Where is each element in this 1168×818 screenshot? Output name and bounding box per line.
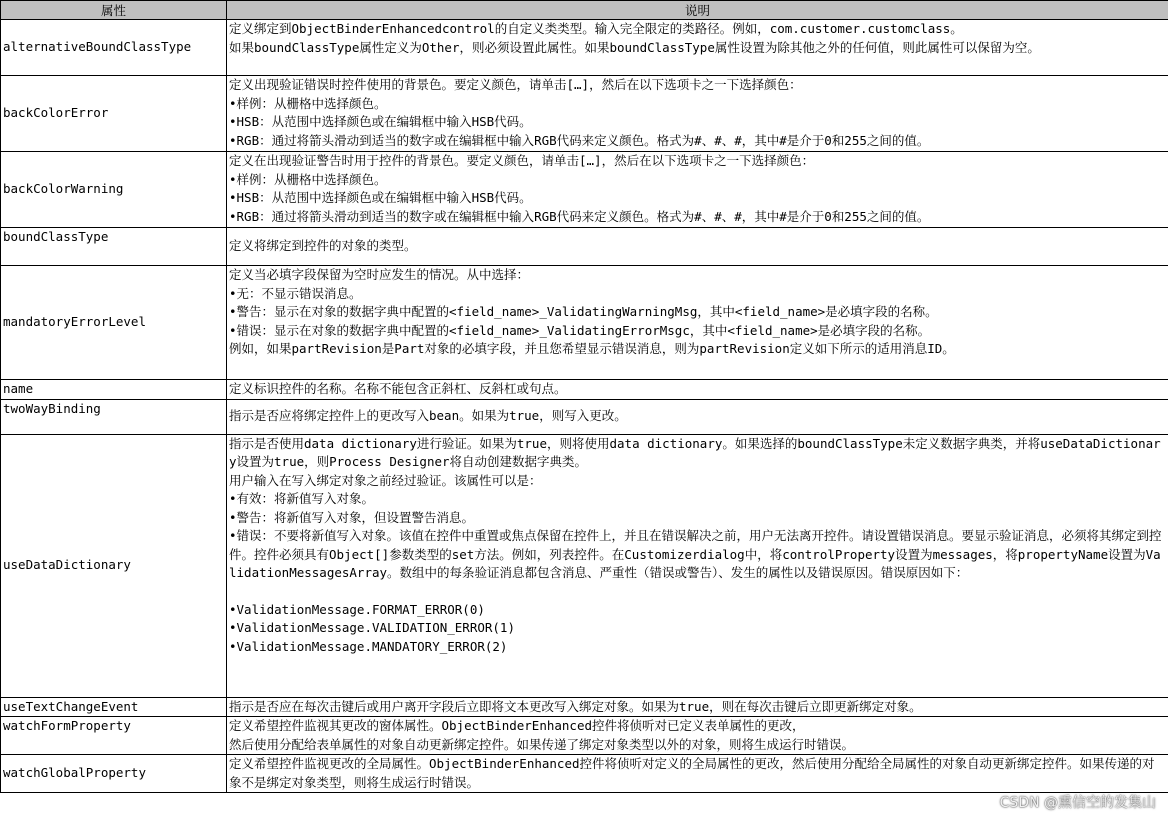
description-line: •HSB：从范围中选择颜色或在编辑框中输入HSB代码。 [229,190,532,205]
description-line: •有效：将新值写入对象。 [229,491,375,506]
property-name: backColorError [1,76,227,152]
table-row [1,399,1168,434]
description-line [229,583,1166,601]
property-description [227,228,1168,266]
description-line: 定义将绑定到控件的对象的类型。 [229,238,417,254]
description-line: •ValidationMessage.VALIDATION_ERROR(1) [229,620,515,635]
table-row [1,20,1168,76]
table-row [1,266,1168,380]
description-line: •无：不显示错误消息。 [229,285,362,301]
property-name: watchFormProperty [1,717,227,755]
property-description [227,697,1168,717]
description-line: •错误：显示在对象的数据字典中配置的<field_name>_ValidatingErrorMsgc，其中<field_name>是必填字段的名称。 [229,322,931,338]
table-row [1,228,1168,266]
description-line: •样例：从栅格中选择颜色。 [229,95,387,111]
table-row [1,717,1168,755]
property-name: watchGlobalProperty [1,755,227,793]
description-line: 定义在出现验证警告时用于控件的背景色。要定义颜色，请单击[…]，然后在以下选项卡之一下选择颜色： [229,153,815,168]
header-row [1,1,1168,20]
property-name: name [1,380,227,400]
description-line: •ValidationMessage.FORMAT_ERROR(0) [229,601,485,617]
property-description [227,266,1168,380]
description-line: •HSB：从范围中选择颜色或在编辑框中输入HSB代码。 [229,114,532,129]
property-description [227,434,1168,697]
property-name: useDataDictionary [1,434,227,697]
property-name: backColorWarning [1,152,227,228]
description-line: 指示是否应将绑定控件上的更改写入bean。如果为true，则写入更改。 [229,408,627,424]
property-name: mandatoryErrorLevel [1,266,227,380]
header-description: 说明 [227,1,1168,20]
description-line: 指示是否使用data dictionary进行验证。如果为true，则将使用data dictionary。如果选择的boundClassType未定义数据字典类，并将useDataDictionary设置为true，则Process Designer将自动创建数据字典类。 [229,435,1161,469]
table-row [1,76,1168,152]
description-line: 指示是否应在每次击键后或用户离开字段后立即将文本更改写入绑定对象。如果为true，则在每次击键后立即更新绑定对象。 [229,698,922,714]
watermark: CSDN @熏信空的发集山 [999,795,1156,811]
description-line: 定义绑定到ObjectBinderEnhancedcontrol的自定义类类型。输入完全限定的类路径。例如，com.customer.customclass。 [229,21,963,36]
description-line: 定义希望控件监视其更改的窗体属性。ObjectBinderEnhanced控件将侦听对已定义表单属性的更改， [229,718,805,733]
description-line: •警告：将新值写入对象，但设置警告消息。 [229,509,475,525]
property-name: twoWayBinding [1,399,227,434]
property-name: alternativeBoundClassType [1,20,227,76]
property-name: useTextChangeEvent [1,697,227,717]
table-row [1,697,1168,717]
property-description [227,399,1168,434]
property-description [227,380,1168,400]
description-line: •ValidationMessage.MANDATORY_ERROR(2) [229,638,508,654]
property-description [227,755,1168,793]
property-description [227,152,1168,228]
property-description [227,717,1168,755]
table-row [1,380,1168,400]
description-line: 然后使用分配给表单属性的对象自动更新绑定控件。如果传递了绑定对象类型以外的对象，则将生成运行时错误。 [229,736,855,752]
description-line: •错误：不要将新值写入对象。该值在控件中重置或焦点保留在控件上，并且在错误解决之前，用户无法离开控件。请设置错误消息。要显示验证消息，必须将其绑定到控件。控件必须具有Object[]参数类型的set方法。例如，列表控件。在Customizerdialog中，将controlProperty设置为messages，将propertyName设置为ValidationMessagesArray。数组中的每条验证消息都包含消息、严重性（错误或警告）、发生的属性以及错误原因。错误原因如下： [229,528,1162,580]
property-name: boundClassType [1,228,227,266]
description-line: •RGB：通过将箭头滑动到适当的数字或在编辑框中输入RGB代码来定义颜色。格式为#、#、#，其中#是介于0和255之间的值。 [229,132,930,148]
description-line: 定义当必填字段保留为空时应发生的情况。从中选择： [229,267,530,282]
description-line: 用户输入在写入绑定对象之前经过验证。该属性可以是： [229,472,542,488]
description-line: •RGB：通过将箭头滑动到适当的数字或在编辑框中输入RGB代码来定义颜色。格式为#、#、#，其中#是介于0和255之间的值。 [229,208,930,224]
table-row [1,434,1168,697]
table-row [1,152,1168,228]
property-description [227,20,1168,76]
description-line: •警告：显示在对象的数据字典中配置的<field_name>_ValidatingWarningMsg，其中<field_name>是必填字段的名称。 [229,304,938,319]
description-line: 定义出现验证错误时控件使用的背景色。要定义颜色，请单击[…]，然后在以下选项卡之一下选择颜色： [229,77,802,92]
table-row [1,755,1168,793]
description-line: 定义希望控件监视更改的全局属性。ObjectBinderEnhanced控件将侦听对定义的全局属性的更改，然后使用分配给全局属性的对象自动更新绑定控件。如果传递的对象不是绑定对象类型，则将生成运行时错误。 [229,756,1155,790]
description-line: 如果boundClassType属性定义为Other，则必须设置此属性。如果boundClassType属性设置为除其他之外的任何值，则此属性可以保留为空。 [229,39,1040,55]
description-line: 定义标识控件的名称。名称不能包含正斜杠、反斜杠或句点。 [229,381,567,396]
header-property: 属性 [1,1,227,20]
description-line: •样例：从栅格中选择颜色。 [229,171,387,187]
property-description [227,76,1168,152]
description-line: 例如，如果partRevision是Part对象的必填字段，并且您希望显示错误消息，则为partRevision定义如下所示的适用消息ID。 [229,341,955,356]
